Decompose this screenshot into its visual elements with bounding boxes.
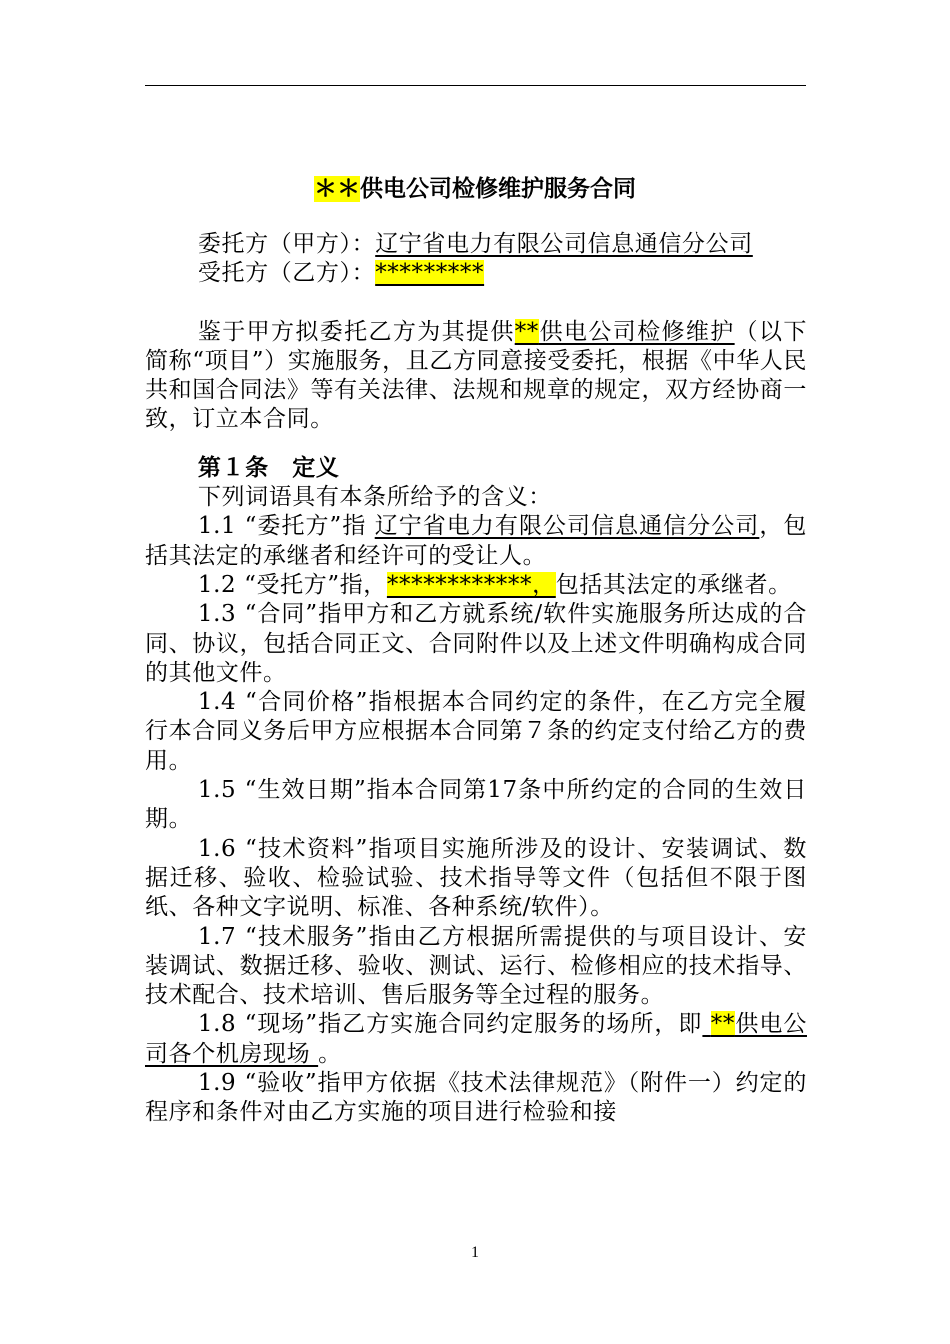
def-1-1-client: 辽宁省电力有限公司信息通信分公司 — [374, 513, 760, 540]
definition-1-1 — [145, 512, 807, 571]
preamble-text-2: （以下简称“项目”）实施服务，且乙方同意接受委托，根据《中华人民共和国合同法》等有关法律、法规和规章的规定，双方经协商一致，订立本合同。 — [145, 318, 807, 433]
contractor-label: 受托方（乙方）： — [197, 260, 376, 287]
def-1-8-pre: 1.8 “现场”指乙方实施合同约定服务的场所，即 — [197, 1011, 703, 1038]
definition-1-4: 1.4 “合同价格”指根据本合同约定的条件，在乙方完全履行本合同义务后甲方应根据本合同第７条的约定支付给乙方的费用。 — [145, 689, 807, 774]
article-1-heading: 第１条 定义 — [197, 454, 340, 481]
header-rule — [145, 85, 806, 86]
def-1-2-pre: 1.2 “受托方”指， — [197, 571, 387, 598]
client-name: 辽宁省电力有限公司信息通信分公司 — [375, 231, 753, 257]
definition-1-8 — [145, 1010, 807, 1069]
client-label: 委托方（甲方）： — [197, 231, 376, 257]
def-1-8-highlight: ** — [710, 1011, 735, 1038]
client-line — [145, 230, 807, 259]
title-text: 供电公司检修维护服务合同 — [360, 176, 636, 202]
title-highlight: ＊＊ — [314, 176, 360, 202]
def-1-1-post: ，包括其法定的承继者和经许可的受让人。 — [145, 513, 807, 569]
definition-1-2 — [145, 571, 807, 600]
definition-1-7: 1.7 “技术服务”指由乙方根据所需提供的与项目设计、安装调试、数据迁移、验收、测试、运行、检修相应的技术指导、技术配合、技术培训、售后服务等全过程的服务。 — [145, 923, 807, 1009]
document-title — [0, 172, 950, 206]
definition-1-9: 1.9 “验收”指甲方依据《技术法律规范》（附件一）约定的程序和条件对由乙方实施的项目进行检验和接 — [145, 1070, 807, 1126]
page-number: 1 — [471, 1244, 479, 1261]
def-1-2-contractor: ************， — [386, 571, 556, 598]
preamble-text-1: 鉴于甲方拟委托乙方为其提供 — [197, 318, 515, 345]
contractor-line — [145, 259, 807, 288]
def-1-1-pre: 1.1 “委托方”指 — [197, 513, 375, 540]
definition-1-6: 1.6 “技术资料”指项目实施所涉及的设计、安装调试、数据迁移、验收、检验试验、技术指导等文件（包括但不限于图纸、各种文字说明、标准、各种系统/软件）。 — [145, 835, 807, 921]
preamble-project-name: 供电公司检修维护 — [538, 318, 735, 345]
preamble-highlight: ** — [514, 318, 539, 345]
def-1-8-space — [702, 1011, 710, 1037]
contractor-name: ********* — [375, 260, 485, 287]
def-1-8-site: 供电公司各个机房现场 — [145, 1011, 807, 1067]
preamble-paragraph — [145, 318, 807, 435]
definition-1-5: 1.5 “生效日期”指本合同第17条中所约定的合同的生效日期。 — [145, 777, 807, 833]
def-1-2-post: 包括其法定的承继者。 — [555, 571, 792, 598]
definition-1-3: 1.3 “合同”指甲方和乙方就系统/软件实施服务所达成的合同、协议，包括合同正文、合同附件以及上述文件明确构成合同的其他文件。 — [145, 601, 807, 686]
def-1-8-post: 。 — [318, 1040, 342, 1067]
article-1-intro: 下列词语具有本条所给予的含义： — [197, 484, 552, 511]
document-body — [145, 230, 807, 1128]
